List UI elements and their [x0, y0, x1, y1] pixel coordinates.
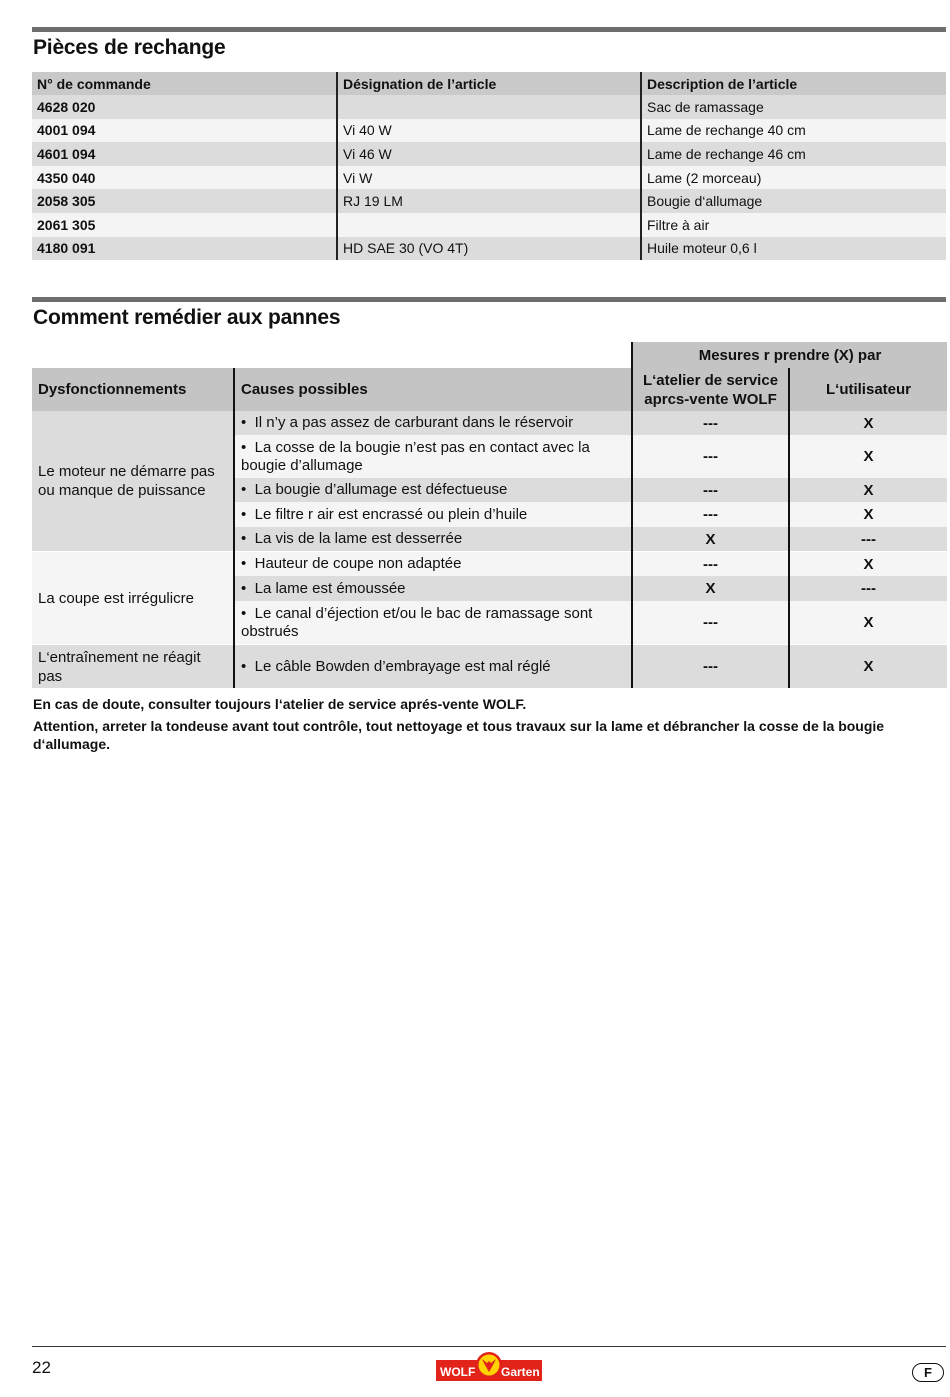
user-mark: X: [790, 601, 947, 644]
service-mark: ---: [633, 411, 788, 435]
cause-text: Il n’y a pas assez de carburant dans le réservoir: [254, 414, 574, 431]
user-mark: X: [790, 478, 947, 502]
parts-header-order: N° de commande: [32, 72, 337, 95]
logo-text-garten: Garten: [501, 1365, 540, 1379]
service-mark: ---: [633, 552, 788, 576]
bullet: •: [241, 530, 247, 547]
header-service: L‘atelier de service aprcs-vente WOLF: [633, 368, 788, 411]
cause-cell: [235, 502, 631, 527]
bullet: •: [241, 481, 247, 498]
user-mark: X: [790, 645, 947, 688]
service-mark: ---: [633, 502, 788, 527]
language-badge: F: [912, 1363, 944, 1382]
service-mark: ---: [633, 435, 788, 478]
parts-header-row: [32, 72, 946, 95]
parts-header-description: Description de l’article: [641, 72, 946, 95]
user-mark: X: [790, 502, 947, 527]
user-mark: X: [790, 411, 947, 435]
description: Huile moteur 0,6 l: [641, 237, 946, 261]
cause-text: La cosse de la bougie n’est pas en contact avec la bougie d’allumage: [241, 438, 590, 474]
description: Lame (2 morceau): [641, 166, 946, 190]
cause-text: La lame est émoussée: [254, 579, 406, 597]
cause-text: La bougie d’allumage est défectueuse: [254, 481, 508, 498]
table-row: [32, 95, 946, 119]
designation: HD SAE 30 (VO 4T): [337, 237, 641, 261]
cause-cell: [235, 411, 631, 435]
malfunction-engine: Le moteur ne démarre pas ou manque de puissance: [32, 411, 233, 551]
parts-table: [32, 72, 946, 260]
cause-cell: [235, 527, 631, 551]
user-mark: X: [790, 435, 947, 478]
designation: Vi 40 W: [337, 119, 641, 143]
bullet: •: [241, 604, 247, 622]
cause-text: Le câble Bowden d’embrayage est mal réglé: [254, 657, 551, 675]
order-number: 4001 094: [32, 119, 337, 143]
designation: [337, 213, 641, 237]
designation: [337, 95, 641, 119]
faults-title: Comment remédier aux pannes: [33, 306, 341, 329]
designation: RJ 19 LM: [337, 189, 641, 213]
table-row: [32, 213, 946, 237]
order-number: 2061 305: [32, 213, 337, 237]
cause-cell: [235, 601, 631, 644]
description: Filtre à air: [641, 213, 946, 237]
description: Lame de rechange 40 cm: [641, 119, 946, 143]
user-mark: ---: [790, 527, 947, 551]
service-mark: ---: [633, 645, 788, 688]
order-number: 4350 040: [32, 166, 337, 190]
parts-title: Pièces de rechange: [33, 36, 226, 59]
service-mark: ---: [633, 601, 788, 644]
bullet: •: [241, 555, 247, 572]
column-divider: [788, 368, 790, 688]
cause-cell: [235, 576, 631, 601]
cause-text: La vis de la lame est desserrée: [254, 530, 463, 547]
order-number: 4601 094: [32, 142, 337, 166]
cause-cell: [235, 645, 631, 688]
note-doubt: En cas de doute, consulter toujours l‘atelier de service aprés-vente WOLF.: [33, 696, 527, 712]
service-mark: X: [633, 527, 788, 551]
order-number: 2058 305: [32, 189, 337, 213]
cause-cell: [235, 478, 631, 502]
bullet: •: [241, 414, 247, 431]
measures-header: Mesures r prendre (X) par: [633, 342, 947, 368]
order-number: 4180 091: [32, 237, 337, 261]
table-row: [32, 119, 946, 143]
wolf-garten-logo: [436, 1352, 542, 1382]
malfunction-drive: L‘entraînement ne réagit pas: [32, 645, 233, 688]
section-rule: [32, 297, 946, 302]
designation: Vi 46 W: [337, 142, 641, 166]
header-malfunction: Dysfonctionnements: [32, 368, 233, 411]
section-rule: [32, 27, 946, 32]
table-row: [32, 166, 946, 190]
malfunction-cut: La coupe est irrégulicre: [32, 552, 233, 644]
table-row: [32, 142, 946, 166]
table-row: [32, 189, 946, 213]
service-mark: ---: [633, 478, 788, 502]
cause-text: Hauteur de coupe non adaptée: [254, 555, 462, 572]
parts-header-designation: Désignation de l’article: [337, 72, 641, 95]
bullet: •: [241, 438, 247, 456]
description: Bougie d‘allumage: [641, 189, 946, 213]
column-divider: [631, 342, 633, 688]
cause-cell: [235, 552, 631, 576]
cause-text: Le canal d’éjection et/ou le bac de ramassage sont obstrués: [241, 604, 593, 640]
order-number: 4628 020: [32, 95, 337, 119]
table-row: [32, 237, 946, 261]
column-divider: [233, 368, 235, 688]
header-user: L‘utilisateur: [790, 368, 947, 411]
user-mark: ---: [790, 576, 947, 601]
logo-text-wolf: WOLF: [440, 1365, 476, 1379]
bullet: •: [241, 657, 247, 675]
bullet: •: [241, 579, 247, 597]
cause-cell: [235, 435, 631, 478]
service-mark: X: [633, 576, 788, 601]
description: Lame de rechange 46 cm: [641, 142, 946, 166]
cause-text: Le filtre r air est encrassé ou plein d’huile: [254, 505, 528, 523]
bullet: •: [241, 505, 247, 523]
footer-rule: [32, 1346, 946, 1347]
page-number: 22: [32, 1358, 51, 1377]
note-warning: Attention, arreter la tondeuse avant tout contrôle, tout nettoyage et tous travaux sur la lame et débrancher la cosse de la bougie d‘allumage.: [33, 718, 885, 752]
header-causes: Causes possibles: [235, 368, 631, 411]
user-mark: X: [790, 552, 947, 576]
description: Sac de ramassage: [641, 95, 946, 119]
designation: Vi W: [337, 166, 641, 190]
